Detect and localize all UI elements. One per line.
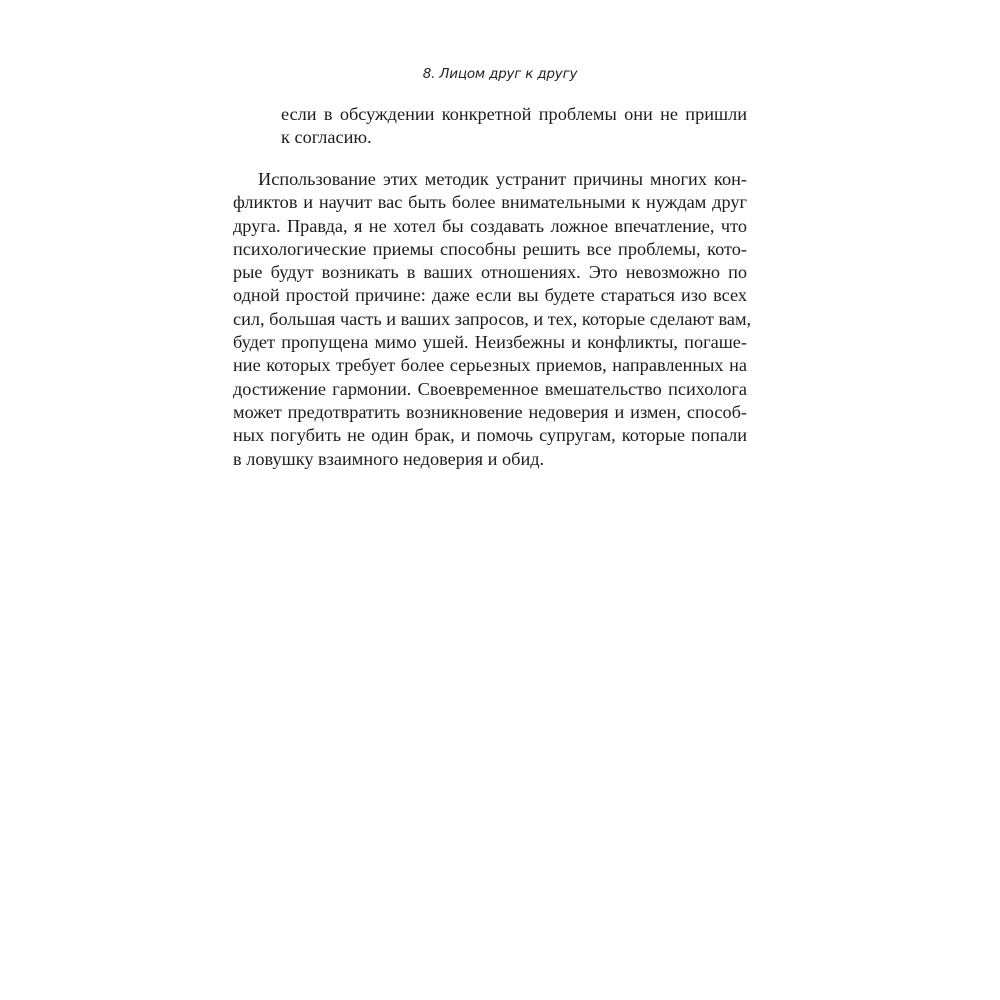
text-line: ных погубить не один брак, и помочь супругам, которые попали	[233, 425, 747, 446]
text-line: может предотвратить возникновение недоверия и измен, способ-	[233, 401, 747, 422]
text-line: будет пропущена мимо ушей. Неизбежны и конфликты, погаше-	[233, 332, 747, 353]
text-line: психологические приемы способны решить все проблемы, кото-	[233, 238, 747, 259]
list-item-continuation	[281, 103, 747, 150]
text-line: достижение гармонии. Своевременное вмешательство психолога	[233, 378, 747, 399]
text-line: в ловушку взаимного недоверия и обид.	[233, 448, 545, 469]
text-line: ние которых требует более серьезных приемов, направленных на	[233, 355, 747, 376]
running-header: 8. Лицом друг к другу	[422, 66, 578, 82]
text-line: если в обсуждении конкретной проблемы они не пришли	[281, 104, 747, 124]
text-line: одной простой причине: даже если вы будете стараться изо всех	[233, 285, 747, 306]
text-line: Использование этих методик устранит причины многих кон-	[258, 169, 747, 189]
text-line: друга. Правда, я не хотел бы создавать ложное впечатление, что	[233, 215, 747, 236]
text-line: фликтов и научит вас быть более внимательными к нуждам друг	[233, 192, 747, 213]
text-line: сил, большая часть и ваших запросов, и тех, которые сделают вам,	[233, 308, 752, 329]
text-line: к согласию.	[281, 127, 372, 148]
text-line: рые будут возникать в ваших отношениях. Это невозможно по	[233, 262, 747, 283]
body-paragraph	[233, 168, 752, 471]
